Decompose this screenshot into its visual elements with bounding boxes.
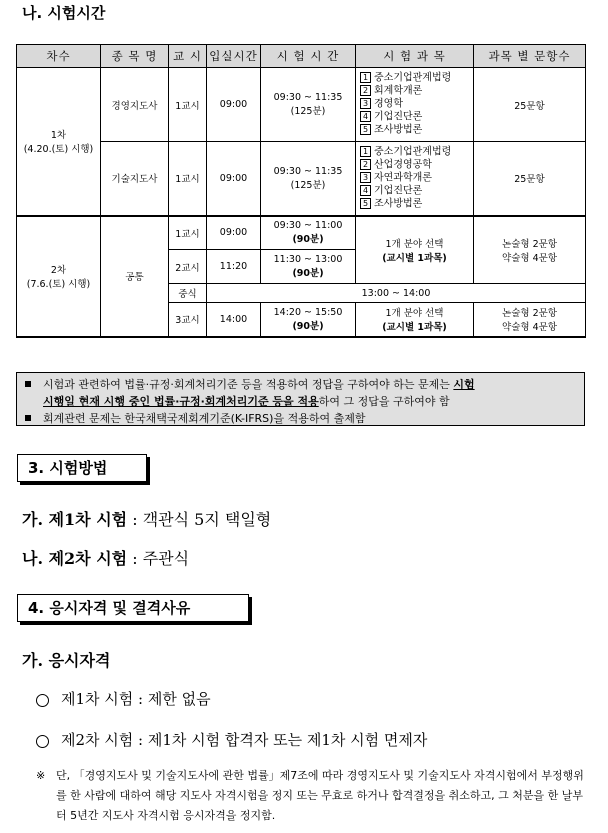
round1-duration: (125분)	[290, 106, 326, 117]
header-question-count: 과목 별 문항수	[474, 45, 586, 68]
round1-label: 1차	[50, 130, 67, 142]
round2-p1-duration: (90분)	[292, 234, 324, 246]
list-item: 4 기업진단론	[360, 185, 469, 198]
round2-count12b: 약술형 4문항	[502, 252, 557, 264]
method-round2: 나. 제2차 시험 : 주관식	[22, 549, 190, 568]
round2-count12-cell	[474, 216, 586, 284]
round2-lunch-label: 중식	[169, 284, 207, 303]
round2-subj3: 1개 분야 선택	[385, 308, 444, 320]
header-round: 차수	[17, 45, 101, 68]
round2-p3-period: 3교시	[169, 303, 207, 337]
table-row	[17, 216, 586, 250]
round1-entry: 09:00	[207, 68, 261, 142]
round2-count12a: 논술형 2문항	[502, 238, 557, 250]
round2-p1-time-cell	[261, 216, 356, 250]
circle-bullet-icon	[36, 735, 49, 748]
round2-p2-period: 2교시	[169, 250, 207, 284]
round1-name-2: 기술지도사	[101, 142, 169, 216]
list-item: 4 기업진단론	[360, 111, 469, 124]
qualification-line-2: 제2차 시험 : 제1차 시험 합격자 또는 제1차 시험 면제자	[36, 729, 427, 750]
table-row	[17, 68, 586, 142]
round1-time: 09:30 ~ 11:35	[273, 92, 343, 103]
section-title-exam-time: 나. 시험시간	[22, 4, 106, 22]
round2-p3-time: 14:20 ~ 15:50	[273, 306, 343, 318]
round1-duration-2: (125분)	[290, 179, 326, 191]
notes-box	[16, 372, 585, 426]
round2-name: 공통	[101, 216, 169, 337]
round2-p1-period: 1교시	[169, 216, 207, 250]
round1-subjects	[356, 68, 474, 142]
round2-subj12: 1개 분야 선택	[385, 238, 444, 250]
round2-subj3-cell	[356, 303, 474, 337]
round1-subjects-2	[356, 142, 474, 216]
round1-count: 25문항	[474, 68, 586, 142]
round2-p2-time-cell	[261, 250, 356, 284]
round2-p2-entry: 11:20	[207, 250, 261, 284]
header-exam-subjects: 시 험 과 목	[356, 45, 474, 68]
header-period: 교 시	[169, 45, 207, 68]
square-bullet-icon	[25, 415, 31, 421]
round2-date: (7.6.(토) 시행)	[26, 279, 91, 290]
square-bullet-icon	[25, 381, 31, 387]
round2-subj3b: (교시별 1과목)	[382, 322, 447, 334]
reference-mark: ※	[36, 769, 46, 782]
round2-count3b: 약술형 4문항	[502, 322, 557, 334]
qualification-line-1: 제1차 시험 : 제한 없음	[36, 688, 211, 709]
round1-period-2: 1교시	[169, 142, 207, 216]
list-item: 5 조사방법론	[360, 124, 469, 137]
round2-count3a: 논술형 2문항	[502, 308, 557, 320]
round2-subj12b: (교시별 1과목)	[382, 252, 447, 264]
round1-entry-2: 09:00	[207, 142, 261, 216]
round2-lunch-time: 13:00 ~ 14:00	[207, 284, 586, 303]
list-item: 1 중소기업관계법령	[360, 146, 469, 159]
header-subject-name: 종 목 명	[101, 45, 169, 68]
heading-qualification: 4. 응시자격 및 결격사유	[17, 594, 249, 622]
round1-cell	[17, 68, 101, 216]
round2-p1-entry: 09:00	[207, 216, 261, 250]
round2-p1-time: 09:30 ~ 11:00	[273, 220, 343, 232]
footnote	[36, 766, 586, 826]
list-item: 2 회계학개론	[360, 85, 469, 98]
round2-p3-duration: (90분)	[292, 320, 324, 332]
round2-subj12-cell	[356, 216, 474, 284]
exam-schedule-table	[16, 44, 586, 338]
header-exam-time: 시 험 시 간	[261, 45, 356, 68]
note-item-2: 회계관련 문제는 한국채택국제회계기준(K-IFRS)을 적용하여 출제함	[23, 410, 578, 427]
round2-p2-duration: (90분)	[292, 268, 324, 279]
round1-date: (4.20.(토) 시행)	[23, 144, 94, 156]
round1-count-2: 25문항	[474, 142, 586, 216]
header-entry-time: 입실시간	[207, 45, 261, 68]
round1-time-cell	[261, 68, 356, 142]
list-item: 2 산업경영공학	[360, 159, 469, 172]
round2-p2-time: 11:30 ~ 13:00	[273, 254, 343, 265]
round2-cell	[17, 216, 101, 337]
list-item: 3 자연과학개론	[360, 172, 469, 185]
footnote-text: 단, 「경영지도사 및 기술지도사에 관한 법률」제7조에 따라 경영지도사 및 기술지도사 자격시험에서 부정행위를 한 사람에 대하여 해당 지도사 자격시험을 정지 또는 무효로 하거나 합격결정을 취소하고, 그 처분을 한 날부터 5년간 지도사 자격시험 응시자격을 정지함.	[56, 769, 584, 822]
list-item: 3 경영학	[360, 98, 469, 111]
round2-label: 2차	[50, 265, 67, 276]
round1-time-cell-2	[261, 142, 356, 216]
table-row	[17, 142, 586, 216]
list-item: 1 중소기업관계법령	[360, 72, 469, 85]
list-item: 5 조사방법론	[360, 198, 469, 211]
round2-count3-cell	[474, 303, 586, 337]
heading-exam-method: 3. 시험방법	[17, 454, 147, 482]
round1-name: 경영지도사	[101, 68, 169, 142]
qualification-sub: 가. 응시자격	[22, 651, 111, 670]
round2-p3-time-cell	[261, 303, 356, 337]
round1-time-2: 09:30 ~ 11:35	[273, 165, 343, 177]
round2-p3-entry: 14:00	[207, 303, 261, 337]
circle-bullet-icon	[36, 694, 49, 707]
round1-period: 1교시	[169, 68, 207, 142]
method-round1: 가. 제1차 시험 : 객관식 5지 택일형	[22, 510, 272, 529]
table-header-row	[17, 45, 586, 68]
note-item-1: 시험과 관련하여 법률·규정·회계처리기준 등을 적용하여 정답을 구하여야 하는 문제는 시험 시행일 현재 시행 중인 법률·규정·회계처리기준 등을 적용하여 그 정답을 구하여야 함	[23, 376, 578, 410]
